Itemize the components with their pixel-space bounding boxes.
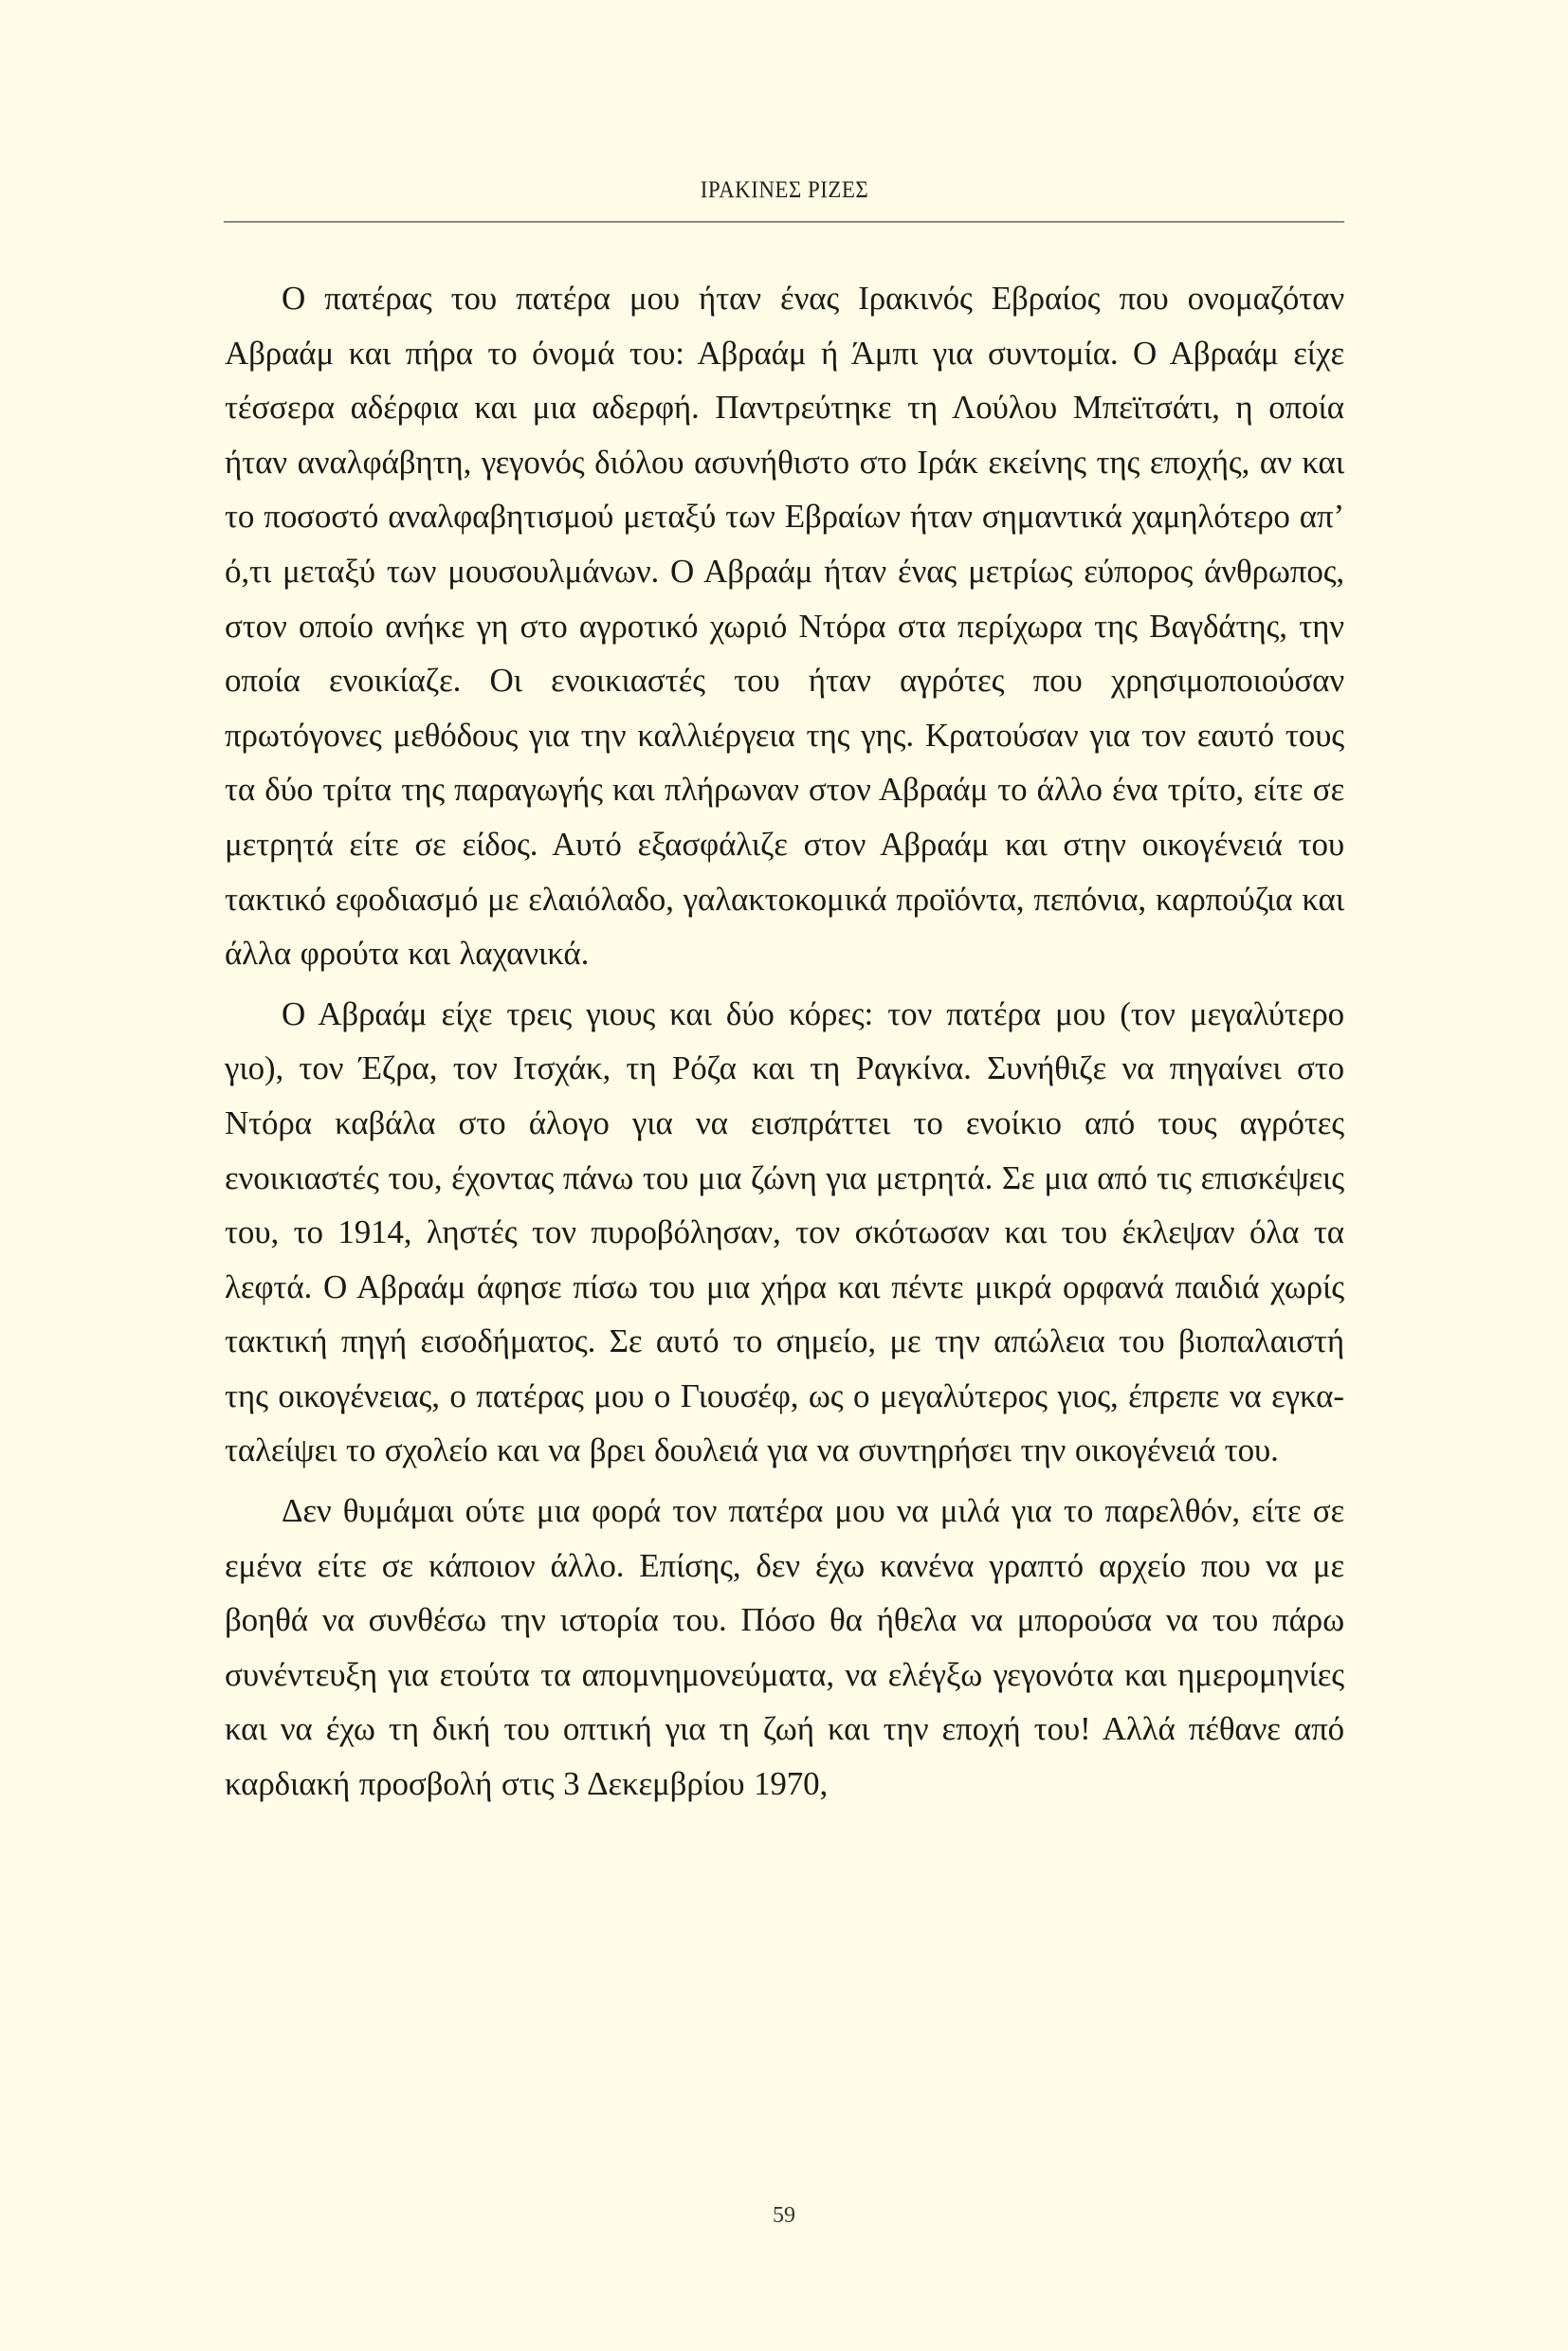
page-number: 59 xyxy=(773,2203,795,2228)
running-head: ΙΡΑΚΙΝΕΣ ΡΙΖΕΣ xyxy=(700,177,869,203)
paragraph: Ο Αβραάμ είχε τρεις γιους και δύο κόρες: τον πατέρα μου (τον μεγαλύτερο γιο), τον Έζρα, τον Ιτσχάκ, τη Ρόζα και τη Ραγκίνα. Συνήθιζε να πηγαίνει στο Ντόρα καβάλα στο άλογο για να εισπράττει το ενοίκιο από τους αγρότες ενοικιαστές του, έχοντας πάνω του μια ζώνη για μετρητά. Σε μια από τις επισκέψεις του, το 1914, ληστές τον πυροβόλησαν, τον σκότωσαν και του έκλεψαν όλα τα λεφτά. Ο Αβραάμ άφησε πίσω του μια χήρα και πέντε μικρά ορφανά παιδιά χωρίς τακτική πηγή εισοδήματος. Σε αυτό το σημείο, με την απώλεια του βιοπαλαιστή της οικογένειας, ο πατέρας μου ο Γιουσέφ, ως ο μεγαλύτερος γιος, έπρεπε να εγκαταλείψει το σχολείο και να βρει δουλειά για να συντηρήσει την οικογένειά του. xyxy=(225,994,1344,1469)
paragraph: Δεν θυμάμαι ούτε μια φορά τον πατέρα μου να μιλά για το παρελθόν, είτε σε εμένα είτε σε κάποιον άλλο. Επίσης, δεν έχω κανένα γραπτό αρχείο που να με βοηθά να συνθέσω την ιστορία του. Πόσο θα ήθελα να μπορούσα να του πάρω συνέντευξη για ετούτα τα απομνημονεύματα, να ελέγξω γεγονότα και ημερομηνίες και να έχω τη δική του οπτική για τη ζωή και την εποχή του! Αλλά πέθανε από καρδιακή προσβολή στις 3 Δεκεμβρίου 1970, xyxy=(225,1492,1344,1803)
header-rule xyxy=(224,221,1344,223)
paragraph: Ο πατέρας του πατέρα μου ήταν ένας Ιρακινός Εβραίος που ονομαζόταν Αβραάμ και πήρα το όνομά του: Αβραάμ ή Άμπι για συντομία. Ο Αβραάμ είχε τέσσερα αδέρφια και μια αδερφή. Παντρεύτηκε τη Λούλου Μπεϊτσάτι, η οποία ήταν αναλφάβητη, γεγονός διόλου ασυνήθιστο στο Ιράκ εκείνης της εποχής, αν και το ποσοστό αναλφαβητισμού μεταξύ των Εβραίων ήταν σημαντικά χαμηλότερο απ’ ό,τι μεταξύ των μουσουλμάνων. Ο Αβραάμ ήταν ένας μετρίως εύπορος άνθρωπος, στον οποίο ανήκε γη στο αγροτικό χωριό Ντόρα στα περίχωρα της Βαγδάτης, την οποία ενοικίαζε. Οι ενοικιαστές του ήταν αγρότες που χρησιμοποιούσαν πρωτόγονες μεθόδους για την καλλιέργεια της γης. Κρατούσαν για τον εαυτό τους τα δύο τρίτα της παραγωγής και πλήρωναν στον Αβραάμ το άλλο ένα τρίτο, είτε σε μετρητά είτε σε είδος. Αυτό εξασφάλιζε στον Αβραάμ και στην οικογένειά του τακτικό εφοδιασμό με ελαιόλαδο, γαλακτοκομικά προϊόντα, πεπόνια, καρπούζια και άλλα φρούτα και λαχανικά. xyxy=(225,280,1344,973)
body-text xyxy=(225,271,1344,1817)
